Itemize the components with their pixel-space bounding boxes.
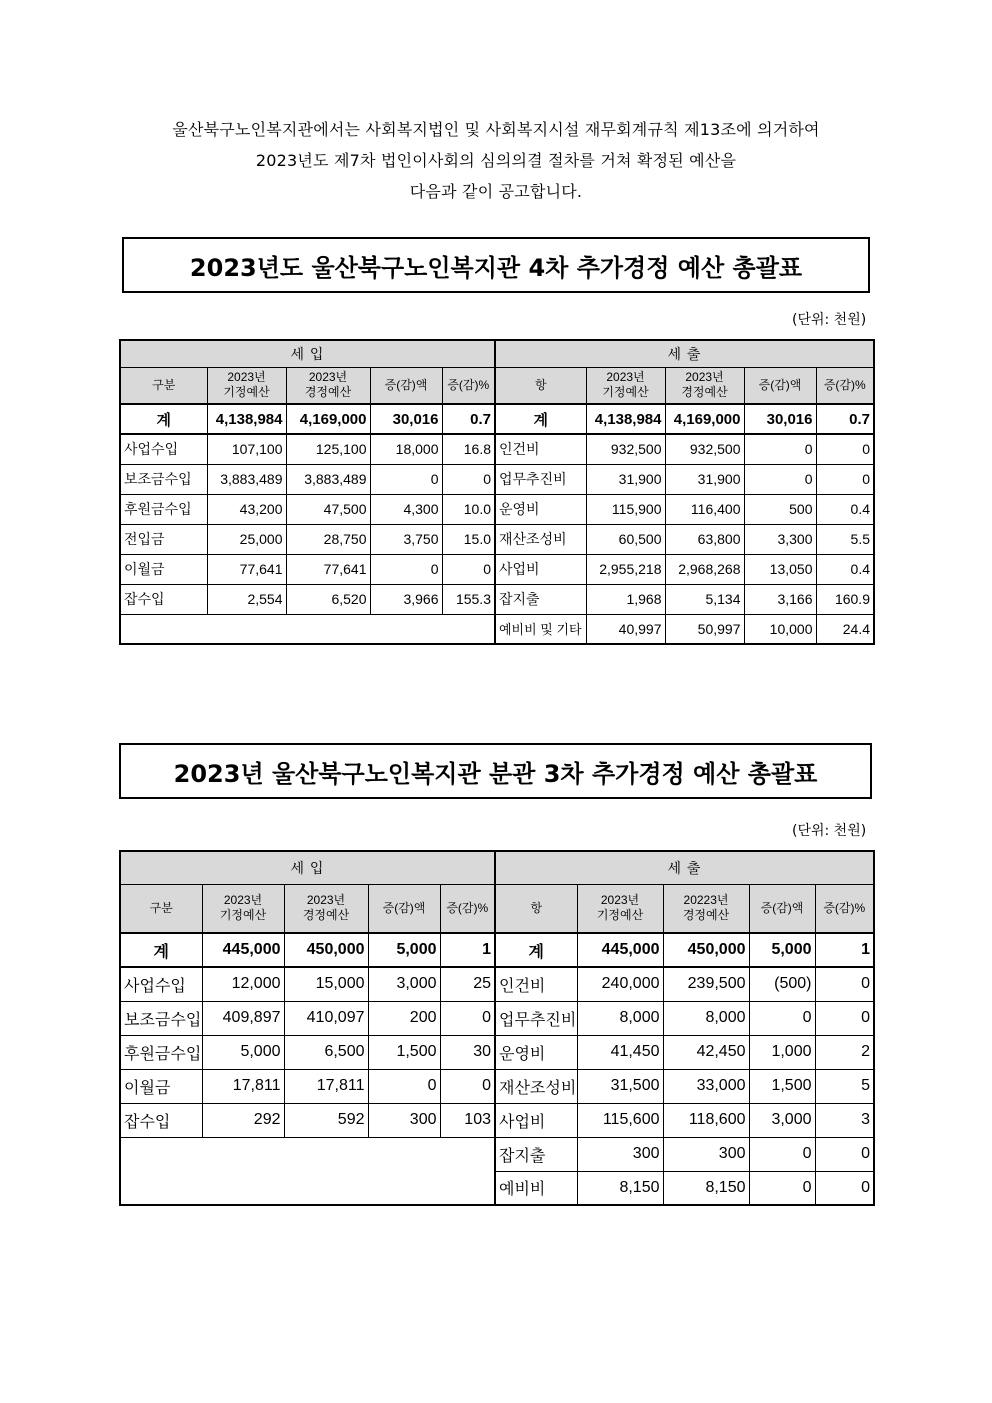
income-item-value: 15.0 — [442, 524, 495, 554]
expense-item-label: 예비비 및 기타 — [495, 614, 586, 644]
income-total-label: 계 — [120, 404, 207, 434]
income-item-label: 잡수입 — [120, 584, 207, 614]
income-item-value: 410,097 — [284, 1001, 368, 1035]
expense-item-value: 240,000 — [577, 967, 663, 1001]
expense-total-value: 450,000 — [663, 933, 749, 967]
income-item-value: 0 — [370, 554, 442, 584]
income-item-value: 0 — [440, 1069, 495, 1103]
expense-item-value: 33,000 — [663, 1069, 749, 1103]
expense-item-value: 932,500 — [665, 434, 744, 464]
income-item-value: 155.3 — [442, 584, 495, 614]
expense-column-header: 항 — [495, 367, 586, 404]
expense-item-value: 0.4 — [816, 494, 874, 524]
income-column-header: 증(감)% — [442, 367, 495, 404]
income-item-value: 43,200 — [207, 494, 286, 524]
expense-item-value: 3,166 — [744, 584, 816, 614]
income-total-value: 4,138,984 — [207, 404, 286, 434]
expense-column-header: 증(감)액 — [749, 884, 815, 933]
income-total-value: 445,000 — [202, 933, 284, 967]
expense-item-value: 3,000 — [749, 1103, 815, 1137]
income-item-value: 0 — [370, 464, 442, 494]
income-item-value: 77,641 — [286, 554, 370, 584]
expense-item-value: 8,000 — [663, 1001, 749, 1035]
expense-item-value: 5.5 — [816, 524, 874, 554]
expense-total-value: 5,000 — [749, 933, 815, 967]
section-header-row — [120, 340, 874, 367]
expense-item-value: 300 — [577, 1137, 663, 1171]
expense-item-value: 8,150 — [663, 1171, 749, 1205]
table-row — [120, 1069, 874, 1103]
expense-item-value: 10,000 — [744, 614, 816, 644]
table1-title: 2023년도 울산북구노인복지관 4차 추가경정 예산 총괄표 — [122, 237, 870, 293]
table-row — [120, 554, 874, 584]
expense-item-label: 예비비 — [495, 1171, 577, 1205]
expense-item-label: 인건비 — [495, 434, 586, 464]
income-item-value: 292 — [202, 1103, 284, 1137]
expense-item-value: 0 — [815, 967, 874, 1001]
expense-item-label: 재산조성비 — [495, 1069, 577, 1103]
income-item-value: 3,883,489 — [286, 464, 370, 494]
expense-item-value: 3,300 — [744, 524, 816, 554]
income-item-label: 보조금수입 — [120, 1001, 202, 1035]
income-item-value: 77,641 — [207, 554, 286, 584]
expense-item-value: 0 — [749, 1137, 815, 1171]
income-item-value: 6,520 — [286, 584, 370, 614]
expense-item-value: 500 — [744, 494, 816, 524]
income-item-label: 후원금수입 — [120, 494, 207, 524]
expense-item-value: 0 — [815, 1001, 874, 1035]
income-section-label: 세 입 — [120, 851, 495, 884]
expense-item-value: 63,800 — [665, 524, 744, 554]
income-item-value: 3,883,489 — [207, 464, 286, 494]
expense-item-value: 31,900 — [665, 464, 744, 494]
income-column-header: 2023년 기정예산 — [207, 367, 286, 404]
income-item-value: 0 — [368, 1069, 440, 1103]
expense-item-value: 0 — [815, 1137, 874, 1171]
income-item-value: 18,000 — [370, 434, 442, 464]
income-item-value: 4,300 — [370, 494, 442, 524]
income-item-value: 200 — [368, 1001, 440, 1035]
income-total-value: 5,000 — [368, 933, 440, 967]
intro-line-2: 2023년도 제7차 법인이사회의 심의의결 절차를 거쳐 확정된 예산을 — [255, 151, 737, 170]
expense-item-value: 1,000 — [749, 1035, 815, 1069]
table-row — [120, 1001, 874, 1035]
expense-column-header: 2023년 기정예산 — [586, 367, 665, 404]
expense-total-value: 445,000 — [577, 933, 663, 967]
expense-total-value: 0.7 — [816, 404, 874, 434]
income-item-value: 25,000 — [207, 524, 286, 554]
expense-item-value: 41,450 — [577, 1035, 663, 1069]
table2-title: 2023년 울산북구노인복지관 분관 3차 추가경정 예산 총괄표 — [119, 743, 872, 799]
income-item-value: 409,897 — [202, 1001, 284, 1035]
expense-item-value: 239,500 — [663, 967, 749, 1001]
income-total-value: 4,169,000 — [286, 404, 370, 434]
expense-item-value: 40,997 — [586, 614, 665, 644]
table1-budget-summary — [119, 339, 875, 645]
column-header-row — [120, 367, 874, 404]
intro-notice — [60, 114, 932, 207]
expense-item-label: 잡지출 — [495, 584, 586, 614]
expense-column-header: 2023년 경정예산 — [665, 367, 744, 404]
expense-item-value: 2,968,268 — [665, 554, 744, 584]
expense-item-value: 42,450 — [663, 1035, 749, 1069]
expense-total-value: 4,138,984 — [586, 404, 665, 434]
expense-item-value: 116,400 — [665, 494, 744, 524]
expense-total-value: 1 — [815, 933, 874, 967]
income-item-label: 후원금수입 — [120, 1035, 202, 1069]
expense-total-value: 4,169,000 — [665, 404, 744, 434]
expense-item-value: 8,150 — [577, 1171, 663, 1205]
income-column-header: 증(감)액 — [368, 884, 440, 933]
total-row — [120, 933, 874, 967]
expense-item-value: 24.4 — [816, 614, 874, 644]
expense-total-label: 계 — [495, 404, 586, 434]
income-total-label: 계 — [120, 933, 202, 967]
income-column-header: 구분 — [120, 367, 207, 404]
intro-line-1: 울산북구노인복지관에서는 사회복지법인 및 사회복지시설 재무회계규칙 제13조에 의거하여 — [172, 120, 820, 139]
income-item-value: 12,000 — [202, 967, 284, 1001]
expense-item-value: (500) — [749, 967, 815, 1001]
income-total-value: 0.7 — [442, 404, 495, 434]
table-row — [120, 1137, 874, 1171]
income-total-value: 1 — [440, 933, 495, 967]
income-item-value: 0 — [440, 1001, 495, 1035]
income-column-header: 증(감)액 — [370, 367, 442, 404]
expense-section-label: 세 출 — [495, 851, 874, 884]
table-row — [120, 1035, 874, 1069]
income-item-label: 이월금 — [120, 1069, 202, 1103]
income-item-label: 이월금 — [120, 554, 207, 584]
expense-item-value: 1,968 — [586, 584, 665, 614]
income-item-value: 103 — [440, 1103, 495, 1137]
expense-item-value: 5,134 — [665, 584, 744, 614]
expense-item-value: 118,600 — [663, 1103, 749, 1137]
table2-budget-summary — [119, 850, 875, 1206]
expense-item-value: 31,500 — [577, 1069, 663, 1103]
income-column-header: 2023년 기정예산 — [202, 884, 284, 933]
expense-item-value: 0 — [744, 464, 816, 494]
expense-total-value: 30,016 — [744, 404, 816, 434]
expense-item-value: 50,997 — [665, 614, 744, 644]
income-item-value: 5,000 — [202, 1035, 284, 1069]
income-item-label: 전입금 — [120, 524, 207, 554]
expense-item-label: 사업비 — [495, 1103, 577, 1137]
income-item-label: 잡수입 — [120, 1103, 202, 1137]
expense-item-value: 0 — [816, 464, 874, 494]
table-row — [120, 1103, 874, 1137]
table-row — [120, 494, 874, 524]
expense-item-value: 1,500 — [749, 1069, 815, 1103]
expense-column-header: 증(감)액 — [744, 367, 816, 404]
expense-item-value: 5 — [815, 1069, 874, 1103]
income-item-value: 0 — [442, 554, 495, 584]
expense-section-label: 세 출 — [495, 340, 874, 367]
expense-item-value: 115,600 — [577, 1103, 663, 1137]
income-section-label: 세 입 — [120, 340, 495, 367]
expense-item-value: 3 — [815, 1103, 874, 1137]
expense-item-value: 13,050 — [744, 554, 816, 584]
expense-item-label: 재산조성비 — [495, 524, 586, 554]
income-column-header: 2023년 경정예산 — [286, 367, 370, 404]
income-column-header: 증(감)% — [440, 884, 495, 933]
income-item-value: 3,000 — [368, 967, 440, 1001]
table-row — [120, 524, 874, 554]
table1-unit: (단위: 천원) — [792, 312, 867, 328]
expense-item-value: 115,900 — [586, 494, 665, 524]
expense-item-label: 업무추진비 — [495, 1001, 577, 1035]
income-item-value: 0 — [442, 464, 495, 494]
income-item-value: 30 — [440, 1035, 495, 1069]
expense-item-label: 운영비 — [495, 494, 586, 524]
expense-column-header: 2023년 기정예산 — [577, 884, 663, 933]
income-item-label: 사업수입 — [120, 967, 202, 1001]
income-item-value: 16.8 — [442, 434, 495, 464]
expense-item-label: 잡지출 — [495, 1137, 577, 1171]
expense-item-value: 0 — [744, 434, 816, 464]
expense-item-value: 932,500 — [586, 434, 665, 464]
income-item-value: 15,000 — [284, 967, 368, 1001]
income-item-value: 3,750 — [370, 524, 442, 554]
expense-item-label: 업무추진비 — [495, 464, 586, 494]
expense-item-value: 8,000 — [577, 1001, 663, 1035]
income-item-value: 10.0 — [442, 494, 495, 524]
expense-item-label: 사업비 — [495, 554, 586, 584]
income-item-value: 592 — [284, 1103, 368, 1137]
expense-item-value: 2,955,218 — [586, 554, 665, 584]
income-total-value: 450,000 — [284, 933, 368, 967]
expense-item-label: 인건비 — [495, 967, 577, 1001]
income-column-header: 구분 — [120, 884, 202, 933]
expense-column-header: 증(감)% — [815, 884, 874, 933]
expense-column-header: 20223년 경정예산 — [663, 884, 749, 933]
expense-item-value: 0.4 — [816, 554, 874, 584]
income-item-value: 107,100 — [207, 434, 286, 464]
income-item-value: 3,966 — [370, 584, 442, 614]
total-row — [120, 404, 874, 434]
expense-total-label: 계 — [495, 933, 577, 967]
income-item-value: 6,500 — [284, 1035, 368, 1069]
table-row — [120, 464, 874, 494]
income-item-label: 보조금수입 — [120, 464, 207, 494]
table-row — [120, 967, 874, 1001]
expense-item-value: 160.9 — [816, 584, 874, 614]
table-row — [120, 434, 874, 464]
expense-item-value: 60,500 — [586, 524, 665, 554]
income-empty-cell — [120, 1137, 495, 1205]
income-empty-cell — [120, 614, 495, 644]
income-item-value: 28,750 — [286, 524, 370, 554]
expense-item-value: 300 — [663, 1137, 749, 1171]
table2-unit: (단위: 천원) — [792, 823, 867, 839]
expense-item-value: 31,900 — [586, 464, 665, 494]
column-header-row — [120, 884, 874, 933]
expense-item-value: 0 — [816, 434, 874, 464]
income-item-value: 47,500 — [286, 494, 370, 524]
intro-line-3: 다음과 같이 공고합니다. — [409, 182, 583, 201]
income-item-value: 17,811 — [202, 1069, 284, 1103]
income-item-value: 300 — [368, 1103, 440, 1137]
table-row — [120, 614, 874, 644]
income-item-value: 125,100 — [286, 434, 370, 464]
section-header-row — [120, 851, 874, 884]
expense-column-header: 증(감)% — [816, 367, 874, 404]
income-item-value: 17,811 — [284, 1069, 368, 1103]
income-column-header: 2023년 경정예산 — [284, 884, 368, 933]
expense-item-value: 0 — [815, 1171, 874, 1205]
expense-item-value: 0 — [749, 1001, 815, 1035]
income-item-value: 2,554 — [207, 584, 286, 614]
income-total-value: 30,016 — [370, 404, 442, 434]
expense-item-value: 0 — [749, 1171, 815, 1205]
income-item-label: 사업수입 — [120, 434, 207, 464]
income-item-value: 25 — [440, 967, 495, 1001]
table-row — [120, 584, 874, 614]
expense-item-value: 2 — [815, 1035, 874, 1069]
expense-item-label: 운영비 — [495, 1035, 577, 1069]
income-item-value: 1,500 — [368, 1035, 440, 1069]
expense-column-header: 항 — [495, 884, 577, 933]
